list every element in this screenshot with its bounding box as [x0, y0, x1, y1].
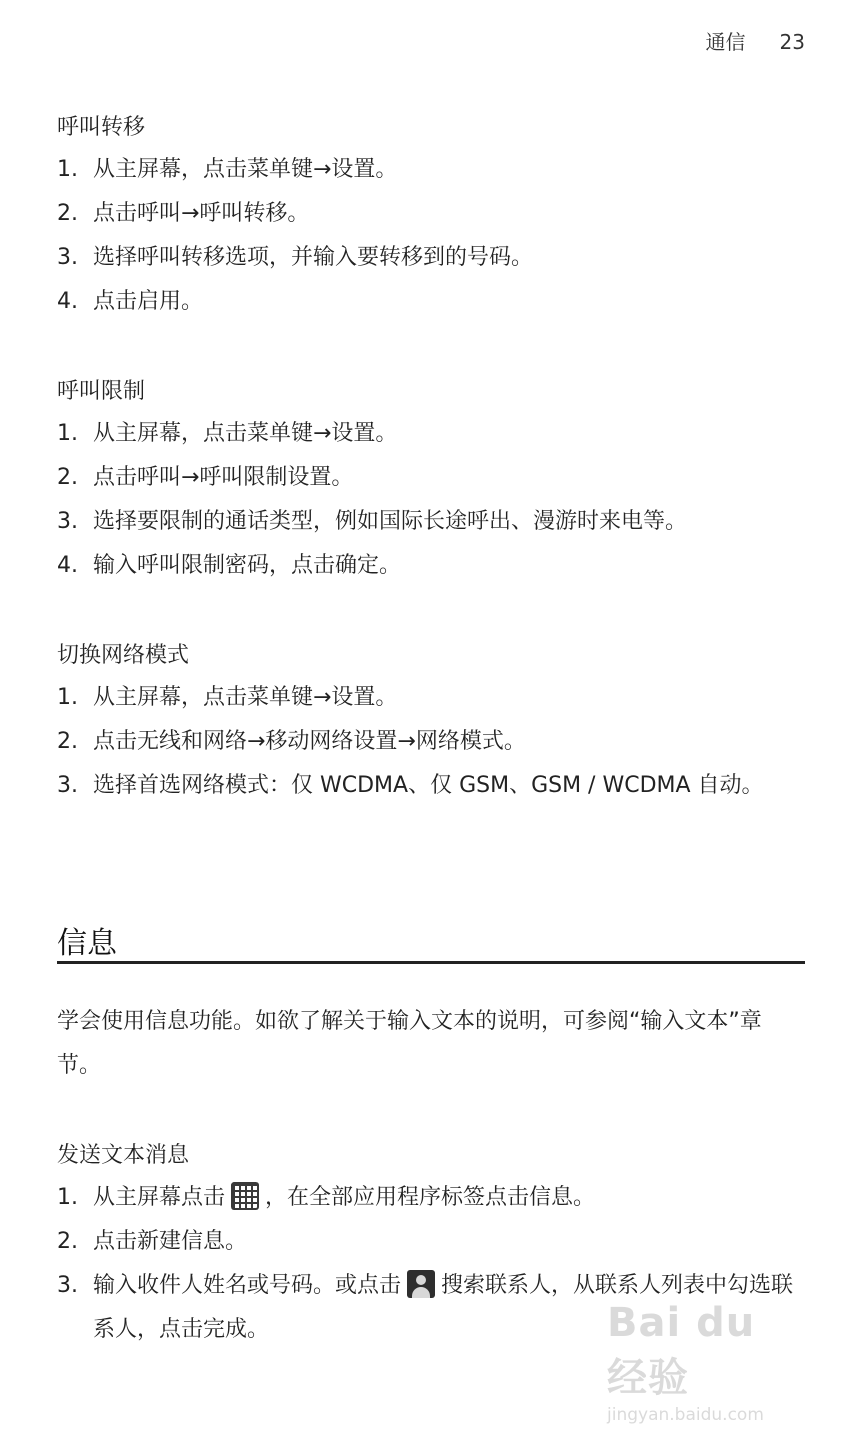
call-barring-title: 呼叫限制: [57, 379, 146, 404]
list-item: 1. 从主屏幕，点击菜单键→设置。: [57, 421, 398, 446]
watermark-url: jingyan.baidu.com: [607, 1405, 764, 1425]
baidu-watermark: [607, 1300, 807, 1425]
page-number: 23: [779, 30, 805, 54]
list-item: 1. 从主屏幕，点击菜单键→设置。: [57, 685, 398, 710]
title-divider: [57, 961, 805, 964]
send-text-title: 发送文本消息: [57, 1143, 190, 1168]
watermark-logo: Bai du 经验: [607, 1300, 756, 1401]
list-item: 3. 输入收件人姓名或号码。或点击 搜索联系人，从联系人列表中勾选联系人，点击完成。: [57, 1264, 807, 1352]
contact-icon: [407, 1270, 435, 1298]
list-item: 3. 选择呼叫转移选项，并输入要转移到的号码。: [57, 245, 534, 270]
messages-title: 信息: [57, 926, 117, 961]
list-item: 4. 输入呼叫限制密码，点击确定。: [57, 553, 402, 578]
list-item: 4. 点击启用。: [57, 289, 204, 314]
call-forwarding-title: 呼叫转移: [57, 115, 146, 140]
list-item: 2. 点击无线和网络→移动网络设置→网络模式。: [57, 729, 526, 754]
list-item: 1. 从主屏幕，点击菜单键→设置。: [57, 157, 398, 182]
list-item: 1. 从主屏幕点击 ，在全部应用程序标签点击信息。: [57, 1176, 807, 1220]
header-section: 通信: [705, 30, 746, 54]
list-item: 2. 点击呼叫→呼叫转移。: [57, 201, 310, 226]
list-item: 3. 选择要限制的通话类型，例如国际长途呼出、漫游时来电等。: [57, 509, 688, 534]
messages-intro: 学会使用信息功能。如欲了解关于输入文本的说明，可参阅“输入文本”章节。: [57, 1009, 762, 1078]
apps-grid-icon: [231, 1182, 259, 1210]
network-mode-title: 切换网络模式: [57, 643, 190, 668]
list-item: 2. 点击新建信息。: [57, 1229, 248, 1254]
page-header: [706, 26, 805, 55]
list-item: 3. 选择首选网络模式：仅 WCDMA、仅 GSM、GSM / WCDMA 自动。: [57, 773, 764, 798]
list-item: 2. 点击呼叫→呼叫限制设置。: [57, 465, 354, 490]
